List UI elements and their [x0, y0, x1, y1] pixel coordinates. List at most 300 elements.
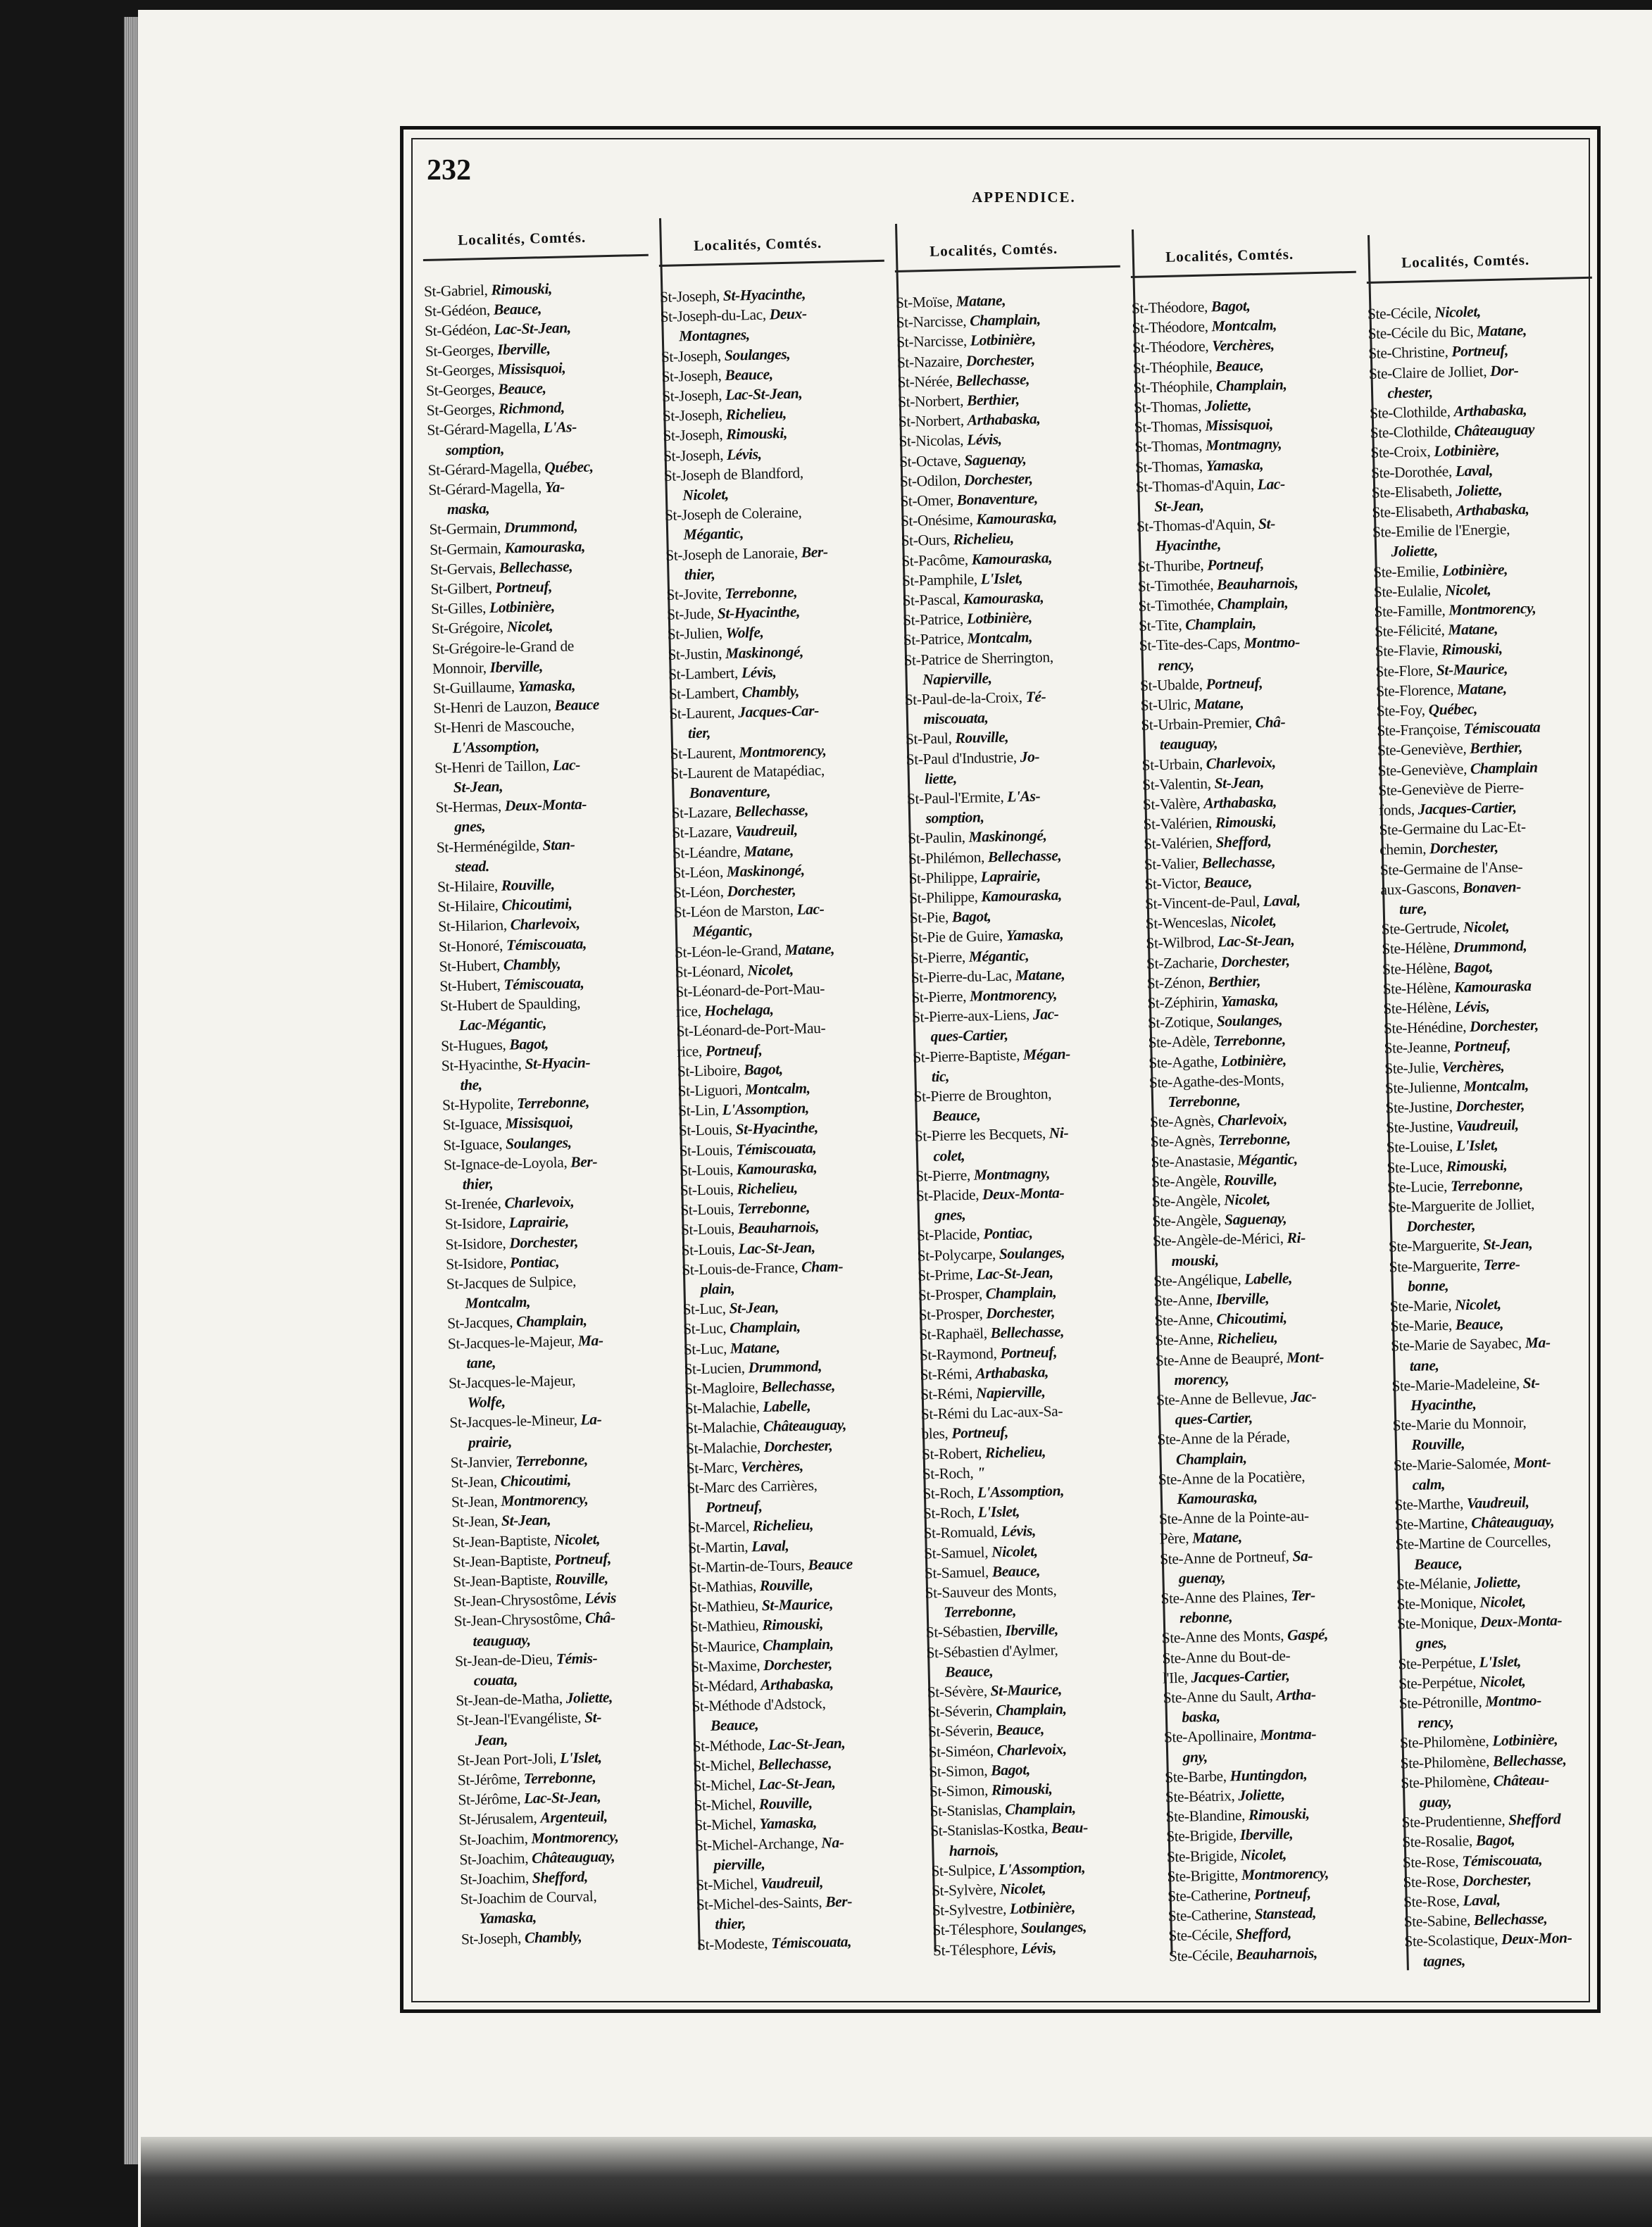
locality-name: St-Zénon, [1146, 973, 1205, 992]
county-name: Lévis, [1021, 1939, 1057, 1957]
locality-name: St-Zotique, [1147, 1012, 1214, 1031]
county-name: Rimouski, [762, 1615, 824, 1634]
locality-name: St-Gabriel, [423, 281, 488, 300]
index-entry [1146, 952, 1290, 972]
locality-name: St-Placide, [915, 1186, 980, 1205]
county-name: Richelieu, [737, 1179, 798, 1198]
county-name: Berthier, [1208, 972, 1261, 991]
county-name: Lac-St-Jean, [725, 384, 803, 403]
index-entry [906, 748, 1039, 767]
index-entry [896, 291, 1006, 311]
locality-name: St-Louis, [679, 1160, 734, 1179]
county-name: Vaudreuil, [734, 822, 798, 841]
index-entry [446, 1253, 560, 1273]
column-header-rule [423, 254, 649, 261]
county-name: Québec, [544, 458, 594, 476]
locality-name: St-Jacques, [446, 1313, 513, 1332]
index-entry [1134, 416, 1273, 436]
index-entry [450, 1433, 512, 1451]
county-name: Champlain, [995, 1700, 1067, 1719]
locality-name: Ste-Agnès, [1150, 1132, 1215, 1151]
locality-name: Ste-Clothilde, [1370, 422, 1451, 442]
county-name: Montmorency, [501, 1491, 589, 1510]
county-name: Montmorency, [739, 741, 827, 761]
index-entry [1377, 719, 1541, 739]
locality-name: St-Méthode d'Adstock, [692, 1695, 826, 1715]
county-name: Huntingdon, [1229, 1765, 1308, 1785]
locality-name: St-Rémi, [920, 1365, 972, 1384]
index-entry [900, 489, 1038, 509]
index-entry [1375, 640, 1503, 660]
index-entry [680, 1199, 810, 1219]
index-column-4 [1130, 244, 1403, 2009]
index-entry [1153, 1229, 1306, 1250]
county-name: Bagot, [951, 908, 991, 926]
index-entry [668, 643, 803, 663]
index-entry [439, 955, 561, 975]
index-entry [913, 1085, 1051, 1105]
county-name: Bellechasse, [734, 801, 809, 820]
index-entry [429, 518, 577, 539]
county-name: Terrebonne, [737, 1198, 811, 1217]
locality-name: St-Norbert, [898, 412, 964, 431]
county-name: St-Maurice, [761, 1595, 834, 1614]
county-name: gnes, [1415, 1634, 1448, 1652]
locality-name: Ste-Justine, [1385, 1117, 1453, 1136]
index-entry [1156, 1410, 1253, 1429]
locality-name: Ste-Gertrude, [1381, 919, 1460, 938]
index-entry [680, 1179, 798, 1199]
county-name: Champlain, [515, 1312, 587, 1331]
county-name: Soulanges, [724, 345, 791, 364]
index-entry [445, 1233, 578, 1253]
locality-name: Ste-Marie, [1390, 1316, 1453, 1335]
county-name: Portneuf, [1207, 555, 1265, 574]
locality-name: Ste-Anne de Bellevue, [1156, 1388, 1287, 1409]
locality-name: St-Jean-Chrysostôme, [453, 1590, 582, 1610]
index-entry [911, 966, 1065, 986]
index-entry [434, 756, 580, 777]
locality-name: chemin, [1379, 840, 1427, 859]
locality-name: Ste-Blandine, [1165, 1807, 1246, 1826]
county-name: Arthabaska, [760, 1674, 834, 1694]
county-name: Portneuf, [1000, 1343, 1058, 1362]
locality-name: St-Jean-Baptiste, [453, 1571, 552, 1591]
county-name: gny, [1182, 1748, 1208, 1766]
county-name: Montmorency, [1241, 1864, 1329, 1883]
index-entry [915, 1184, 1064, 1205]
county-name: Bellechasse, [761, 1376, 836, 1396]
index-entry [1141, 713, 1285, 734]
index-entry [920, 1343, 1058, 1363]
locality-name: St-Urbain-Premier, [1141, 714, 1252, 734]
index-column-2 [658, 233, 931, 1998]
county-name: Bellechasse, [1201, 853, 1276, 872]
county-name: Kamouraska, [976, 509, 1058, 528]
index-entry [447, 1312, 587, 1331]
locality-name: St-Isidore, [445, 1234, 506, 1253]
index-entry [667, 603, 800, 623]
locality-name: St-Louis, [678, 1121, 732, 1140]
county-name: Champlain, [1004, 1799, 1077, 1819]
index-entry [1387, 1136, 1498, 1156]
locality-name: St-Gédéon, [424, 301, 491, 320]
locality-name: St-Grégoire-le-Grand de [432, 636, 575, 658]
index-entry [679, 1119, 819, 1139]
county-name: Portneuf, [705, 1041, 763, 1060]
county-name: Châ- [1255, 713, 1286, 732]
county-name: Matane, [1477, 322, 1527, 340]
county-name: Montcalm, [465, 1293, 531, 1312]
county-name: Shefford [1508, 1810, 1561, 1829]
county-name: Matane, [1456, 679, 1507, 698]
locality-name: Ste-Marguerite, [1389, 1256, 1480, 1276]
county-name: stead. [455, 857, 490, 875]
index-entry [1375, 660, 1508, 679]
county-name: Joliette, [1474, 1573, 1521, 1591]
index-entry [907, 788, 1041, 808]
index-entry [692, 1695, 826, 1714]
county-name: Yamaska, [479, 1909, 537, 1928]
locality-name: St-Martin-de-Tours, [688, 1556, 805, 1576]
locality-name: St-Sébastien d'Aylmer, [926, 1641, 1058, 1662]
locality-name: Ste-Philomène, [1400, 1772, 1490, 1792]
county-name: Château- [1493, 1771, 1550, 1790]
index-entry [1134, 436, 1282, 456]
locality-name: St-Marc, [686, 1458, 738, 1477]
index-entry [1149, 1051, 1287, 1071]
locality-name: St-Paulin, [907, 829, 965, 848]
locality-name: Ste-Hélène, [1382, 959, 1451, 978]
index-entry [677, 1060, 783, 1079]
county-name: Montmagny, [973, 1165, 1051, 1184]
locality-name: Ste-Eulalie, [1373, 582, 1442, 601]
locality-name: St-Joseph, [661, 366, 722, 385]
locality-name: St-Marc des Carrières, [687, 1476, 818, 1497]
index-entry [928, 1721, 1045, 1740]
index-entry [922, 1464, 985, 1482]
index-entry [1392, 1395, 1477, 1414]
index-entry [920, 1384, 1046, 1403]
county-name: Terrebonne, [1218, 1130, 1291, 1149]
locality-name: St-Raphaël, [918, 1324, 987, 1343]
locality-name: Père, [1159, 1529, 1189, 1548]
locality-name: Ste-Rose, [1403, 1872, 1460, 1891]
county-name: Argenteuil, [540, 1808, 608, 1827]
index-entry [684, 1357, 822, 1377]
locality-name: St-Mathias, [689, 1577, 757, 1596]
county-name: Mégantic, [692, 922, 753, 941]
locality-name: St-Louis, [681, 1240, 735, 1259]
county-name: Rimouski, [1446, 1156, 1508, 1175]
scan-shadow [141, 2137, 1652, 2227]
column-header-rule [1131, 271, 1356, 278]
index-entry [930, 1819, 1088, 1840]
locality-name: Ste-Pétronille, [1398, 1693, 1482, 1712]
locality-name: St-Télesphore, [932, 1940, 1018, 1959]
locality-name: St-Thomas, [1134, 437, 1203, 456]
county-name: Dorchester, [965, 351, 1035, 370]
locality-name: St-Thomas, [1134, 417, 1202, 437]
index-entry [920, 1403, 1063, 1423]
index-entry [901, 549, 1052, 570]
locality-name: St-Robert, [921, 1444, 982, 1463]
county-name: St-Jean, [1214, 773, 1265, 792]
locality-name: St-Guillaume, [432, 678, 515, 697]
locality-name: St-Gédéon, [424, 321, 491, 340]
index-entry [1375, 620, 1498, 640]
index-entry [1137, 515, 1275, 535]
index-entry [444, 1193, 575, 1213]
locality-name: St-Jude, [666, 605, 715, 624]
index-entry [449, 1411, 602, 1431]
index-entry [676, 1001, 774, 1020]
index-entry [439, 974, 584, 995]
index-entry [911, 947, 1030, 967]
locality-name: St-Gérard-Magella, [428, 479, 542, 498]
locality-name: St-Joseph, [659, 287, 720, 306]
index-entry [1387, 1176, 1523, 1196]
county-name: Kamouraska [1453, 977, 1532, 996]
locality-name: St-Thuribe, [1137, 556, 1204, 575]
locality-name: Ste-Geneviève, [1377, 760, 1468, 779]
index-entry [1389, 1235, 1533, 1255]
county-name: Beauharnois, [1236, 1944, 1318, 1963]
index-entry [666, 565, 715, 584]
locality-name: St-Gilles, [430, 599, 487, 618]
index-entry [1156, 1370, 1229, 1388]
locality-name: Ste-Hélène, [1383, 998, 1452, 1017]
locality-name: Ste-Brigitte, [1167, 1866, 1239, 1886]
index-entry [697, 1933, 852, 1953]
county-name: Rimouski, [491, 280, 553, 299]
index-entry [663, 425, 787, 444]
index-entry [914, 1107, 981, 1125]
county-name: Nicolet, [506, 617, 553, 636]
locality-name: Ste-Elisabeth, [1371, 482, 1453, 501]
index-entry [896, 331, 1036, 351]
county-name: Ma- [1525, 1334, 1551, 1352]
index-entry [686, 1457, 803, 1477]
locality-name: Ste-Justine, [1385, 1098, 1453, 1117]
locality-name: Ste-Anne de Portneuf, [1159, 1547, 1289, 1568]
index-entry [437, 876, 555, 896]
locality-name: Ste-Agathe, [1148, 1053, 1218, 1072]
index-entry [687, 1476, 818, 1496]
locality-name: St-Paul d'Industrie, [906, 748, 1017, 768]
index-entry [696, 1874, 823, 1893]
county-name: Champlain, [729, 1318, 801, 1337]
index-entry [1396, 1555, 1463, 1573]
county-name: Joliette, [1238, 1786, 1285, 1805]
locality-name: St-Hilaire, [437, 877, 499, 896]
locality-name: St-Michel, [692, 1756, 755, 1775]
locality-name: St-Joseph-du-Lac, [660, 306, 767, 326]
locality-name: St-Joachim, [459, 1849, 529, 1869]
county-name: Mont- [1513, 1453, 1551, 1472]
locality-name: St-Lazare, [671, 803, 732, 822]
locality-name: St-Hubert, [439, 956, 501, 975]
locality-name: Ste-Germaine du Lac-Et- [1379, 818, 1526, 839]
locality-name: St-Siméon, [928, 1741, 994, 1761]
county-name: Champlain, [985, 1284, 1057, 1303]
index-entry [1153, 1269, 1292, 1289]
county-name: Jac- [1032, 1005, 1059, 1024]
index-entry [1377, 739, 1522, 760]
locality-name: Ste-Marguerite de Jolliet, [1387, 1195, 1535, 1216]
county-name: Ya- [544, 478, 565, 496]
locality-name: St-Isidore, [445, 1254, 507, 1273]
index-entry [1159, 1529, 1242, 1548]
locality-name: Ste-Cécile, [1168, 1945, 1233, 1964]
locality-name: St-Jean, [451, 1512, 499, 1531]
index-entry [442, 1076, 482, 1093]
county-name: Ni- [1049, 1124, 1069, 1142]
index-entry [436, 818, 486, 836]
index-entry [675, 961, 794, 981]
locality-name: St-Prosper, [918, 1285, 983, 1304]
county-name: Nicolet, [1229, 912, 1277, 931]
index-entry [904, 670, 992, 689]
index-entry [461, 1928, 582, 1947]
county-name: Ri- [1287, 1229, 1306, 1247]
county-name: Kamouraska, [736, 1159, 818, 1178]
index-entry [672, 822, 798, 841]
index-entry [691, 1675, 834, 1695]
locality-name: St-Paul, [905, 729, 952, 748]
county-name: St-Maurice, [1436, 660, 1508, 679]
county-name: Laval, [1263, 891, 1301, 910]
index-entry [695, 1855, 765, 1874]
index-entry [1394, 1453, 1551, 1474]
index-entry [1403, 1871, 1532, 1890]
index-entry [915, 1124, 1069, 1145]
locality-name: St-Télesphore, [932, 1920, 1018, 1939]
index-entry [1380, 858, 1523, 879]
locality-name: St-Léonard-de-Port-Mau- [675, 979, 825, 1000]
index-entry [911, 986, 1057, 1006]
county-name: somption, [445, 440, 505, 458]
index-entry [1163, 1667, 1290, 1686]
locality-name: St-Pierre de Broughton, [913, 1085, 1052, 1105]
county-name: Rimouski, [1441, 640, 1503, 659]
index-entry [1135, 475, 1285, 496]
county-name: L'As- [543, 418, 577, 437]
county-name: Deux-Monta- [504, 796, 587, 815]
index-entry [928, 1740, 1067, 1760]
county-name: Bellechasse, [1492, 1750, 1567, 1770]
county-name: Bagot, [509, 1034, 549, 1053]
county-name: Portneuf, [554, 1550, 612, 1569]
county-name: Lac-St-Jean, [976, 1264, 1053, 1283]
county-name: Champlain, [1184, 615, 1257, 634]
county-name: Beauce [554, 696, 600, 715]
index-entry [663, 445, 762, 464]
index-entry [425, 359, 565, 379]
county-name: Richelieu, [752, 1516, 814, 1535]
index-entry [1387, 1156, 1508, 1176]
county-name: Lac-St-Jean, [1217, 931, 1295, 951]
county-name: Wolfe, [467, 1393, 506, 1412]
county-name: Vaudreuil, [1456, 1116, 1519, 1135]
index-entry [1388, 1217, 1475, 1236]
index-entry [444, 1175, 493, 1193]
locality-name: aux-Gascons, [1380, 879, 1460, 898]
index-entry [1160, 1569, 1226, 1587]
locality-name: St-Hermas, [435, 797, 502, 816]
county-name: Napierville, [975, 1383, 1046, 1402]
locality-name: Ste-Anne de Beaupré, [1155, 1349, 1284, 1369]
index-entry [925, 1581, 1056, 1601]
locality-name: St-Léon, [672, 862, 724, 882]
index-entry [430, 537, 585, 558]
county-name: Richmond, [498, 399, 565, 418]
locality-name: St-Michel, [695, 1875, 758, 1894]
index-entry [453, 1589, 616, 1610]
locality-name: Ste-Angèle, [1151, 1191, 1221, 1210]
county-name: Rouville, [759, 1576, 813, 1595]
locality-name: St-Jérusalem, [458, 1809, 537, 1828]
index-entry [453, 1550, 612, 1570]
locality-name: St-Simon, [928, 1762, 988, 1781]
locality-name: St-Joseph de Coleraine, [664, 503, 802, 525]
locality-name: St-Valérien, [1143, 814, 1213, 833]
locality-name: Ste-Anne de la Pocatière, [1158, 1467, 1306, 1488]
county-name: Bellechasse, [987, 846, 1062, 865]
index-column-5 [1366, 250, 1639, 2015]
locality-name: Ste-Florence, [1375, 681, 1454, 700]
page-number: 232 [427, 154, 471, 187]
locality-name: Ste-Rosalie, [1401, 1832, 1473, 1851]
locality-name: St-Germain, [429, 519, 501, 539]
index-entry [902, 589, 1044, 609]
county-name: Beauce, [1413, 1554, 1463, 1573]
locality-name: St-Justin, [668, 644, 722, 663]
index-entry [1371, 462, 1493, 482]
index-entry [1376, 701, 1477, 720]
county-name: Iberville, [1005, 1621, 1059, 1640]
county-name: L'Islet, [559, 1748, 602, 1767]
locality-name: Ste-Anne des Plaines, [1160, 1587, 1288, 1607]
locality-name: Ste-Monique, [1396, 1614, 1477, 1633]
county-name: Charlevoix, [1217, 1110, 1288, 1129]
index-entry [457, 1749, 602, 1769]
index-entry [695, 1833, 844, 1854]
locality-name: Ste-Anne de la Pointe-au- [1158, 1507, 1309, 1528]
index-entry [925, 1602, 1016, 1621]
index-entry [435, 778, 503, 796]
county-name: Beauce, [1203, 873, 1253, 891]
county-name: Lac-St-Jean, [758, 1774, 836, 1793]
locality-name: St-Georges, [425, 341, 494, 360]
county-name: tic, [931, 1067, 950, 1085]
index-entry [897, 351, 1035, 370]
locality-name: Ste-Monique, [1396, 1593, 1477, 1613]
county-name: Beauharnois, [1216, 574, 1299, 594]
county-name: Nicolet, [1224, 1190, 1271, 1209]
locality-name: St-Grégoire, [431, 618, 504, 638]
county-name: Laprairie, [980, 867, 1041, 886]
index-entry [922, 1482, 1064, 1503]
locality-name: St-Philippe, [908, 888, 978, 907]
county-name: Charlevoix, [510, 915, 580, 934]
locality-name: Ste-Brigide, [1165, 1826, 1237, 1845]
index-column-3 [894, 239, 1167, 2004]
index-entry [1139, 656, 1194, 675]
index-entry [923, 1503, 1020, 1522]
locality-name: Ste-Emilie, [1372, 562, 1439, 581]
index-entry [449, 1372, 575, 1391]
